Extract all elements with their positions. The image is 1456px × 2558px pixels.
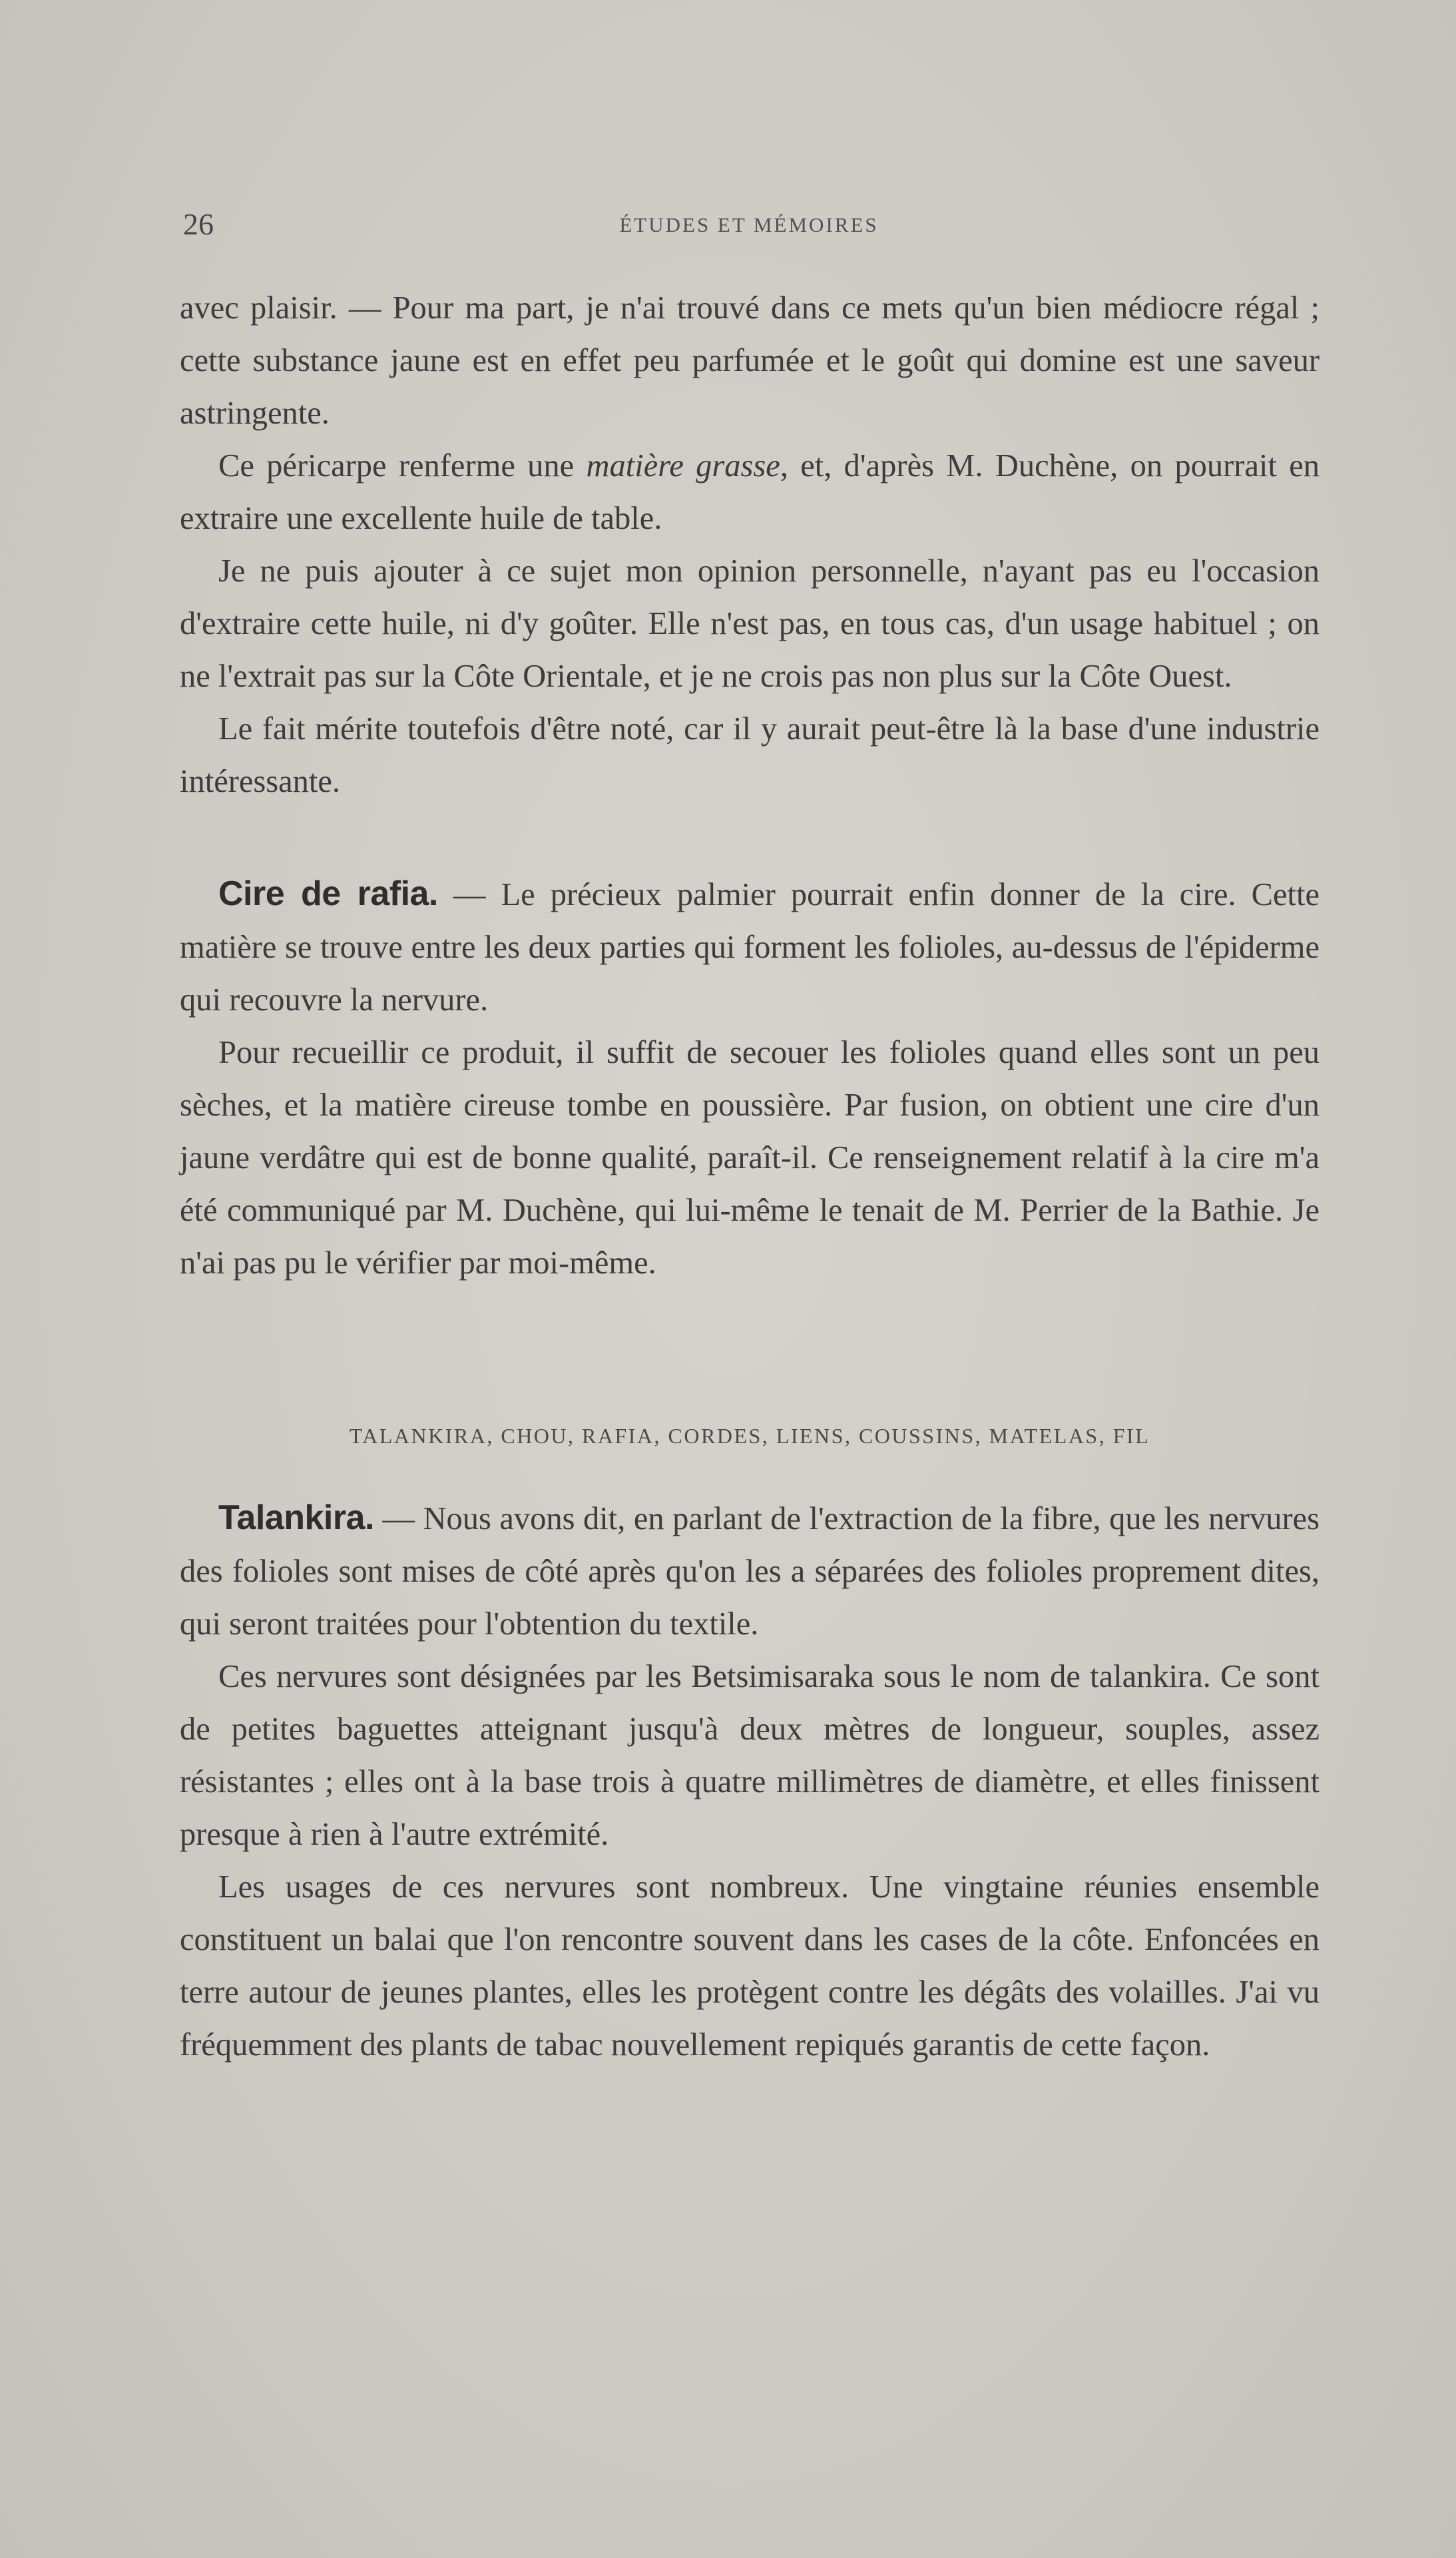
paragraph: avec plaisir. — Pour ma part, je n'ai trouvé dans ce mets qu'un bien médiocre régal ; cette substance jaune est en effet peu parfumée et le goût qui domine est une saveur astringente. (180, 290, 1320, 431)
paragraph-text: — Le précieux palmier pourrait enfin donner de la cire. Cette matière se trouve entre les deux parties qui forment les folioles, au-dessus de l'épiderme qui recouvre la nervure. (180, 877, 1320, 1018)
paragraph: Les usages de ces nervures sont nombreux. Une vingtaine réunies ensemble constituent un balai que l'on rencontre souvent dans les cases de la côte. Enfoncées en terre autour de jeunes plantes, elles les protègent contre les dégâts des volailles. J'ai vu fréquemment des plants de tabac nouvellement repiqués garantis de cette façon. (180, 1869, 1320, 2063)
paragraph (180, 868, 1320, 1026)
text-block-talankira (180, 1492, 1320, 2071)
page-header (180, 203, 1318, 250)
paragraph (180, 1492, 1320, 1650)
text-block-oil (180, 282, 1320, 808)
paragraph: Le fait mérite toutefois d'être noté, car il y aurait peut-être là la base d'une industrie intéressante. (180, 711, 1320, 799)
paragraph: Ces nervures sont désignées par les Betsimisaraka sous le nom de talankira. Ce sont de petites baguettes atteignant jusqu'à deux mètres de longueur, souples, assez résistantes ; elles ont à la base trois à quatre millimètres de diamètre, et elles finissent presque à rien à l'autre extrémité. (180, 1659, 1320, 1852)
text-block-wax (180, 868, 1320, 1289)
section-heading: TALANKIRA, CHOU, RAFIA, CORDES, LIENS, COUSSINS, MATELAS, FIL (349, 1424, 1150, 1448)
paragraph: Pour recueillir ce produit, il suffit de secouer les folioles quand elles sont un peu sèches, et la matière cireuse tombe en poussière. Par fusion, on obtient une cire d'un jaune verdâtre qui est de bonne qualité, paraît-il. Ce renseignement relatif à la cire m'a été communiqué par M. Duchène, qui lui-même le tenait de M. Perrier de la Bathie. Je n'ai pas pu le vérifier par moi-même. (180, 1035, 1320, 1281)
paragraph: Je ne puis ajouter à ce sujet mon opinion personnelle, n'ayant pas eu l'occasion d'extraire cette huile, ni d'y goûter. Elle n'est pas, en tous cas, d'un usage habituel ; on ne l'extrait pas sur la Côte Orientale, et je ne crois pas non plus sur la Côte Ouest. (180, 553, 1320, 694)
paragraph-text: Ce péricarpe renferme une (218, 448, 587, 483)
paragraph-text: , et, d'après M. Duchène, on pourrait en extraire une excellente huile de table. (180, 448, 1320, 536)
running-head: ÉTUDES ET MÉMOIRES (619, 213, 879, 236)
page-number: 26 (183, 207, 214, 241)
paragraph-text: — Nous avons dit, en parlant de l'extraction de la fibre, que les nervures des folioles sont mises de côté après qu'on les a séparées des folioles proprement dites, qui seront traitées pour l'obtention du textile. (180, 1501, 1320, 1642)
paragraph (180, 440, 1320, 545)
italic-term: matière grasse (586, 448, 780, 483)
run-in-title: Cire de rafia. (218, 874, 438, 913)
run-in-title: Talankira. (218, 1498, 374, 1537)
